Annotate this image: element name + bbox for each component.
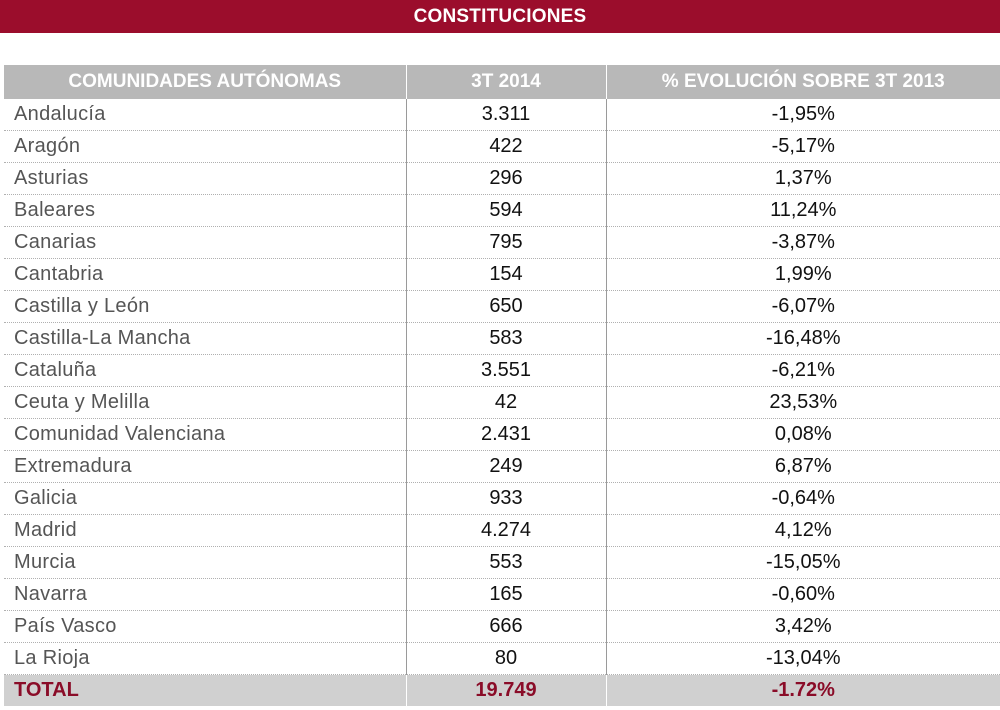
column-header-region: COMUNIDADES AUTÓNOMAS <box>4 65 406 99</box>
region-cell: Ceuta y Melilla <box>4 387 406 419</box>
region-cell: Castilla-La Mancha <box>4 323 406 355</box>
table-header <box>4 65 1000 99</box>
change-cell: -6,21% <box>606 355 1000 387</box>
value-cell: 249 <box>406 451 606 483</box>
table-row <box>4 515 1000 547</box>
change-cell: 0,08% <box>606 419 1000 451</box>
table-title: CONSTITUCIONES <box>0 0 1000 33</box>
table-row <box>4 419 1000 451</box>
column-header-evolution: % EVOLUCIÓN SOBRE 3T 2013 <box>606 65 1000 99</box>
change-cell: -5,17% <box>606 131 1000 163</box>
value-cell: 933 <box>406 483 606 515</box>
total-value: 19.749 <box>406 675 606 707</box>
change-cell: 6,87% <box>606 451 1000 483</box>
table-row <box>4 451 1000 483</box>
table-row <box>4 355 1000 387</box>
change-cell: -13,04% <box>606 643 1000 675</box>
value-cell: 42 <box>406 387 606 419</box>
table-row <box>4 99 1000 131</box>
change-cell: 4,12% <box>606 515 1000 547</box>
table-row <box>4 643 1000 675</box>
table-row <box>4 291 1000 323</box>
table-row <box>4 579 1000 611</box>
change-cell: -0,60% <box>606 579 1000 611</box>
value-cell: 422 <box>406 131 606 163</box>
value-cell: 2.431 <box>406 419 606 451</box>
change-cell: 1,99% <box>606 259 1000 291</box>
value-cell: 594 <box>406 195 606 227</box>
region-cell: La Rioja <box>4 643 406 675</box>
table-row <box>4 195 1000 227</box>
region-cell: Cataluña <box>4 355 406 387</box>
value-cell: 666 <box>406 611 606 643</box>
value-cell: 4.274 <box>406 515 606 547</box>
value-cell: 795 <box>406 227 606 259</box>
region-cell: Andalucía <box>4 99 406 131</box>
total-row <box>4 675 1000 707</box>
table-row <box>4 163 1000 195</box>
region-cell: Galicia <box>4 483 406 515</box>
table-row <box>4 547 1000 579</box>
table-body <box>4 99 1000 675</box>
table-footer <box>4 675 1000 707</box>
region-cell: Asturias <box>4 163 406 195</box>
table-row <box>4 483 1000 515</box>
constituciones-table <box>4 65 1000 706</box>
region-cell: Comunidad Valenciana <box>4 419 406 451</box>
change-cell: -15,05% <box>606 547 1000 579</box>
region-cell: Extremadura <box>4 451 406 483</box>
value-cell: 296 <box>406 163 606 195</box>
table-row <box>4 227 1000 259</box>
change-cell: 23,53% <box>606 387 1000 419</box>
change-cell: 11,24% <box>606 195 1000 227</box>
region-cell: Canarias <box>4 227 406 259</box>
total-label: TOTAL <box>4 675 406 707</box>
table-row <box>4 611 1000 643</box>
value-cell: 650 <box>406 291 606 323</box>
total-change: -1.72% <box>606 675 1000 707</box>
change-cell: -3,87% <box>606 227 1000 259</box>
change-cell: -1,95% <box>606 99 1000 131</box>
value-cell: 80 <box>406 643 606 675</box>
value-cell: 3.311 <box>406 99 606 131</box>
table-row <box>4 131 1000 163</box>
change-cell: 1,37% <box>606 163 1000 195</box>
value-cell: 3.551 <box>406 355 606 387</box>
change-cell: -0,64% <box>606 483 1000 515</box>
table-row <box>4 387 1000 419</box>
table-row <box>4 259 1000 291</box>
column-header-3t-2014: 3T 2014 <box>406 65 606 99</box>
table-row <box>4 323 1000 355</box>
region-cell: Navarra <box>4 579 406 611</box>
value-cell: 165 <box>406 579 606 611</box>
region-cell: País Vasco <box>4 611 406 643</box>
region-cell: Cantabria <box>4 259 406 291</box>
change-cell: -16,48% <box>606 323 1000 355</box>
region-cell: Aragón <box>4 131 406 163</box>
region-cell: Madrid <box>4 515 406 547</box>
region-cell: Baleares <box>4 195 406 227</box>
change-cell: 3,42% <box>606 611 1000 643</box>
region-cell: Castilla y León <box>4 291 406 323</box>
value-cell: 583 <box>406 323 606 355</box>
region-cell: Murcia <box>4 547 406 579</box>
value-cell: 553 <box>406 547 606 579</box>
change-cell: -6,07% <box>606 291 1000 323</box>
value-cell: 154 <box>406 259 606 291</box>
